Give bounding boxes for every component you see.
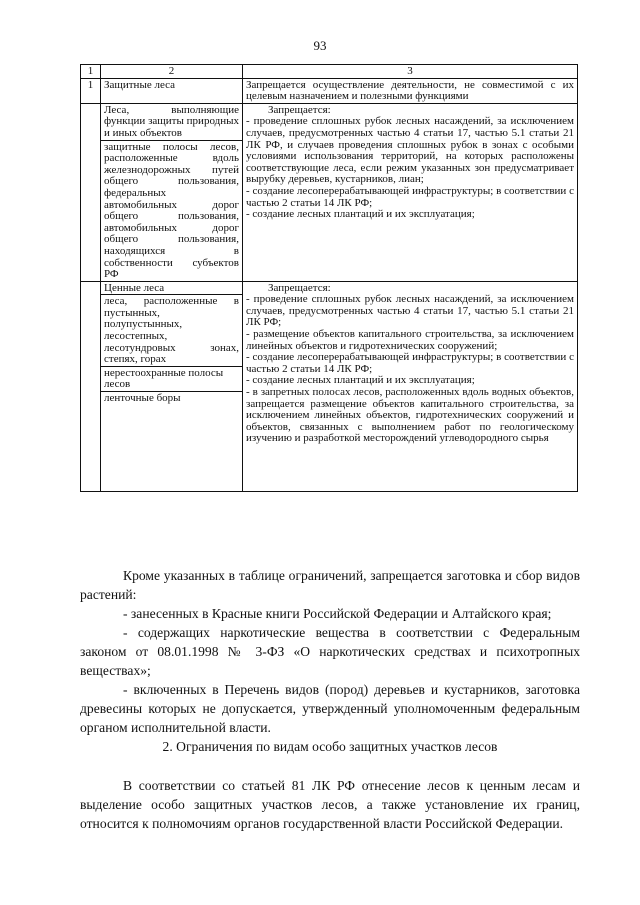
paragraph: - включенных в Перечень видов (пород) деревьев и кустарников, заготовка древесины которых не допускается, утвержденный уполномоченным федеральным органом исполнительной власти.: [80, 682, 580, 735]
forest-category: нерестоохранные полосы лесов: [101, 366, 243, 391]
restriction-item: - размещение объектов капитального строительства, за исключением линейных объектов и гидротехнических сооружений;: [246, 328, 574, 352]
restriction-text: Запрещается осуществление деятельности, не совместимой с их целевым назначением и полезными функциями: [243, 78, 578, 103]
restriction-title: Запрещается:: [268, 281, 331, 294]
forest-category: Защитные леса: [101, 78, 243, 103]
restriction-cell: [243, 103, 578, 281]
restriction-item: - создание лесоперерабатывающей инфраструктуры; в соответствии с частью 2 статьи 14 ЛК РФ;: [246, 351, 574, 375]
table-row: [81, 281, 578, 295]
header-col-3: 3: [243, 65, 578, 79]
restrictions-table: [80, 64, 578, 492]
table-row: [81, 78, 578, 103]
paragraph: - занесенных в Красные книги Российской Федерации и Алтайского края;: [123, 606, 552, 621]
table-header-row: [81, 65, 578, 79]
header-col-2: 2: [101, 65, 243, 79]
paragraph: В соответствии со статьей 81 ЛК РФ отнесение лесов к ценным лесам и выделение особо защитных участков лесов, а также установление их границ, относится к полномочиям органов государственной власти Российской Федерации.: [80, 778, 580, 831]
page-number: 93: [313, 38, 327, 53]
restriction-item: - в запретных полосах лесов, расположенных вдоль водных объектов, запрещается размещение объектов капитального строительства, за исключением линейных объектов, гидротехнических сооружений и объектов, связанных с выполнением работ по геологическому изучению и разработкой месторождений углеводородного сырья: [246, 386, 574, 445]
forest-category: Ценные леса: [101, 281, 243, 295]
paragraph: Кроме указанных в таблице ограничений, запрещается заготовка и сбор видов растений:: [80, 568, 580, 602]
restriction-item: - проведение сплошных рубок лесных насаждений, за исключением случаев, предусмотренных частью 4 статьи 17, частью 5.1 статьи 21 ЛК РФ, и случаев проведения сплошных рубок в зонах с особыми условиями использования территорий, на которых расположены соответствующие леса, если режим указанных зон предусматривает вырубку деревьев, кустарников, лиан;: [246, 115, 574, 186]
forest-category: леса, расположенные в пустынных, полупустынных, лесостепных, лесотундровых зонах, степях, горах: [101, 295, 243, 367]
forest-category: ленточные боры: [101, 392, 243, 492]
paragraph: - содержащих наркотические вещества в соответствии с Федеральным законом от 08.01.1998 № 3-ФЗ «О наркотических средствах и психотропных веществах»;: [80, 625, 580, 678]
section-heading: 2. Ограничения по видам особо защитных участков лесов: [162, 739, 498, 754]
restriction-item: - создание лесных плантаций и их эксплуатация;: [246, 208, 475, 221]
row-number: 1: [81, 78, 101, 103]
restriction-cell: [243, 281, 578, 491]
restriction-item: - создание лесных плантаций и их эксплуатация;: [246, 374, 475, 387]
forest-category: защитные полосы лесов, расположенные вдоль железнодорожных путей общего пользования, федеральных автомобильных дорог общего пользования, автомобильных дорог общего пользования, находящихся в собственности субъектов РФ: [101, 140, 243, 281]
table-row: [81, 103, 578, 140]
restriction-item: - проведение сплошных рубок лесных насаждений, за исключением случаев, предусмотренных частью 4 статьи 17, частью 5.1 статьи 21 ЛК РФ;: [246, 293, 574, 329]
forest-category: Леса, выполняющие функции защиты природных и иных объектов: [101, 103, 243, 140]
body-text: [80, 566, 580, 833]
header-col-1: 1: [81, 65, 101, 79]
restriction-title: Запрещается:: [268, 103, 331, 116]
restriction-item: - создание лесоперерабатывающей инфраструктуры; в соответствии с частью 2 статьи 14 ЛК РФ;: [246, 184, 574, 209]
